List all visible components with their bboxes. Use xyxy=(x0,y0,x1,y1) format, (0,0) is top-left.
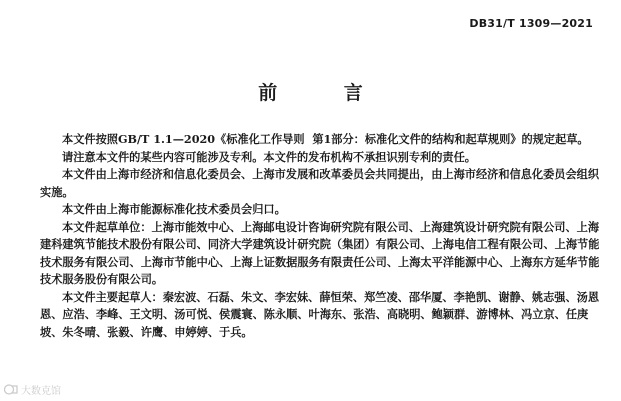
paragraph-drafting-rules: 本文件按照GB/T 1.1—2020《标准化工作导则 第1部分：标准化文件的结构和起草规则》的规定起草。 xyxy=(62,132,589,146)
paragraph-technical-committee: 本文件由上海市能源标准化技术委员会归口。 xyxy=(62,202,286,216)
paragraph-drafters: 本文件主要起草人：秦宏波、石磊、朱文、李宏妹、薛恒荣、郑竺凌、邵华厦、李艳凯、谢静、姚志强、汤恩恩、应浩、李峰、王文明、汤可悦、侯震寰、陈永顺、叶海东、张浩、高晓明、鲍颖群、游博林、冯立京、任庚坡、朱冬晴、张毅、许鹰、申婷婷、于兵。 xyxy=(40,289,600,339)
foreword-body xyxy=(40,131,600,341)
page-title: 前 言 xyxy=(258,82,393,104)
watermark xyxy=(4,382,61,397)
paragraph-drafting-units: 本文件起草单位：上海市能效中心、上海邮电设计咨询研究院有限公司、上海建筑设计研究院有限公司、上海建科建筑节能技术股份有限公司、同济大学建筑设计研究院（集团）有限公司、上海电信工程有限公司、上海节能技术服务有限公司、上海市节能中心、上海上证数据服务有限责任公司、上海太平洋能源中心、上海东方延华节能技术服务股份有限公司。 xyxy=(40,219,600,286)
standard-code: DB31/T 1309—2021 xyxy=(469,17,593,30)
watermark-logo-icon xyxy=(4,384,18,395)
paragraph-patent-notice: 请注意本文件的某些内容可能涉及专利。本文件的发布机构不承担识别专利的责任。 xyxy=(62,149,476,164)
watermark-text: 大数克馆 xyxy=(21,386,61,397)
paragraph-proposer: 本文件由上海市经济和信息化委员会、上海市发展和改革委员会共同提出，由上海市经济和信息化委员会组织实施。 xyxy=(40,167,600,199)
